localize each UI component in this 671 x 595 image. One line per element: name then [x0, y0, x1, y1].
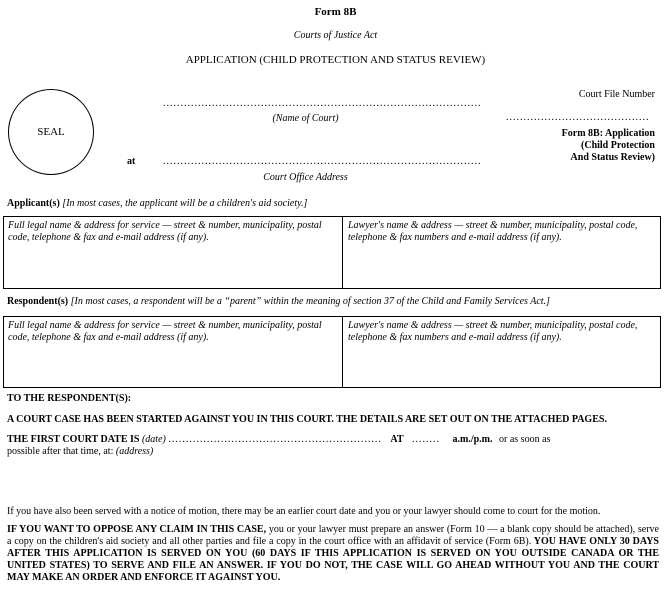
first-date-label: THE FIRST COURT DATE IS	[7, 434, 140, 445]
seal-label: SEAL	[37, 126, 65, 138]
oppose-lead: IF YOU WANT TO OPPOSE ANY CLAIM IN THIS CASE,	[7, 524, 267, 535]
applicant-lawyer-field[interactable]: Lawyer's name & address — street & number, municipality, postal code, telephone & fax numbers and e-mail address (if any).	[348, 220, 638, 243]
to-respondents: TO THE RESPONDENT(S):	[7, 393, 132, 404]
oppose-rest: you or your lawyer must prepare an answer (Form 10 — a blank copy should be attached), serve a copy on the children's aid society and all other parties and file a copy in the court office with an affidavit of service (Form 6B).	[7, 524, 659, 547]
court-office-caption: Court Office Address	[263, 172, 348, 183]
address-placeholder: (address)	[115, 446, 154, 457]
respondent-note: [In most cases, a respondent will be a “parent” within the meaning of section 37 of the Child and Family Services Act.]	[70, 296, 550, 307]
at-label: at	[127, 156, 136, 167]
court-name-caption: (Name of Court)	[272, 113, 339, 124]
oppose-caps: YOU HAVE ONLY 30 DAYS AFTER THIS APPLICATION IS SERVED ON YOU (60 DAYS IF THIS APPLICATION IS SERVED ON YOU OUTSIDE CANADA OR THE UNITED STATES) TO SERVE AND FILE AN ANSWER. IF YOU DO NOT, THE CASE WILL GO AHEAD WITHOUT YOU AND THE COURT MAY MAKE AN ORDER AND ENFORCE IT AGAINST YOU.	[7, 536, 659, 583]
statute-name: Courts of Justice Act	[293, 30, 378, 41]
possible-after-text: possible after that time, at:	[7, 446, 114, 457]
first-court-date-row	[7, 434, 667, 445]
date-line[interactable]: .............................................................	[168, 434, 382, 445]
form-number: Form 8B	[314, 6, 357, 18]
or-soon-text: or as soon as	[499, 434, 551, 445]
applicant-box	[3, 216, 661, 289]
form-label-2: (Child Protection	[581, 140, 655, 151]
respondent-box	[3, 316, 661, 388]
applicant-divider	[342, 217, 343, 288]
time-at-label: AT	[390, 434, 404, 445]
form-title: APPLICATION (CHILD PROTECTION AND STATUS REVIEW)	[185, 54, 486, 66]
case-started-notice: A COURT CASE HAS BEEN STARTED AGAINST YOU IN THIS COURT. THE DETAILS ARE SET OUT ON THE ATTACHED PAGES.	[7, 414, 607, 425]
applicant-note: [In most cases, the applicant will be a children's aid society.]	[62, 198, 308, 209]
respondent-divider	[342, 317, 343, 387]
date-placeholder: (date)	[141, 434, 166, 445]
form-label-1: Form 8B: Application	[561, 128, 655, 139]
motion-notice: If you have also been served with a notice of motion, there may be an earlier court date and you or your lawyer should come to court for the motion.	[7, 506, 601, 517]
court-file-number-label: Court File Number	[578, 89, 655, 100]
applicant-address-field[interactable]: Full legal name & address for service — street & number, municipality, postal code, telephone & fax and e-mail address (if any).	[8, 220, 322, 243]
respondent-address-field[interactable]: Full legal name & address for service — street & number, municipality, postal code, telephone & fax and e-mail address (if any).	[8, 320, 322, 343]
court-seal	[8, 89, 94, 175]
applicant-heading	[7, 198, 307, 209]
time-line[interactable]: ........	[412, 434, 441, 445]
ampm-label: a.m./p.m.	[452, 434, 493, 445]
applicant-label: Applicant(s)	[7, 198, 60, 209]
respondent-label: Respondent(s)	[7, 296, 69, 307]
respondent-heading	[7, 296, 550, 307]
possible-after-row	[7, 446, 153, 457]
form-label-3: And Status Review)	[570, 152, 655, 163]
court-file-number-line[interactable]: .........................................	[506, 112, 650, 123]
court-address-line[interactable]: ...........................................................................................	[163, 156, 482, 167]
oppose-paragraph	[7, 524, 659, 584]
court-name-line[interactable]: ...........................................................................................	[163, 98, 482, 109]
respondent-lawyer-field[interactable]: Lawyer's name & address — street & number, municipality, postal code, telephone & fax numbers and e-mail address (if any).	[348, 320, 638, 343]
